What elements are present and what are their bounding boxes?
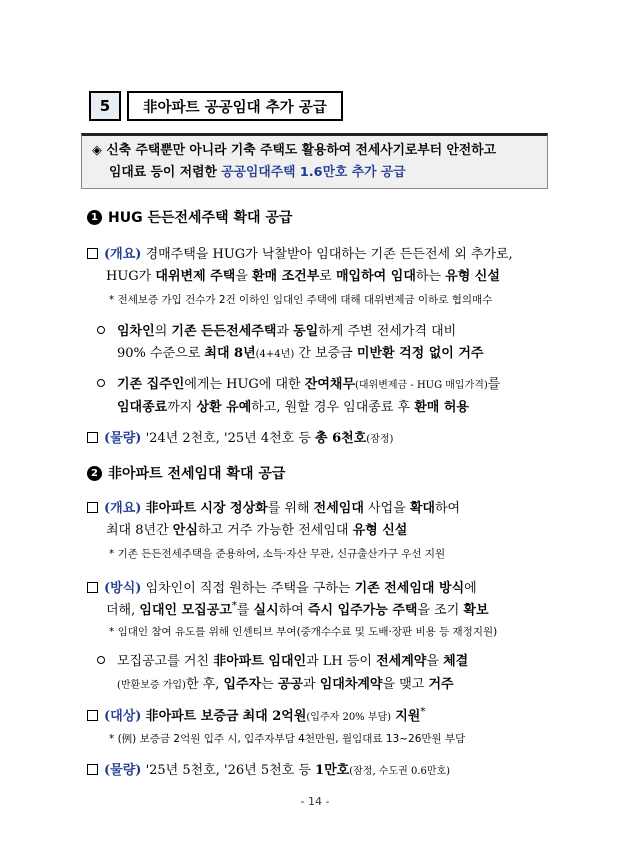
text: 하고 거주 가능한 전세임대 bbox=[197, 523, 349, 538]
text-bold: 매입하여 임대 bbox=[336, 269, 416, 284]
text-bold: 임대인 모집공고 bbox=[139, 603, 232, 618]
summary-line-2 bbox=[92, 162, 547, 184]
text-bold: 非아파트 임대인 bbox=[213, 654, 307, 669]
circle-bullet-icon bbox=[97, 326, 105, 334]
section-title: 非아파트 공공임대 추가 공급 bbox=[127, 91, 343, 121]
text-bold: 임대종료 bbox=[117, 400, 168, 415]
text: 에 bbox=[464, 581, 477, 596]
text-bold: 즉시 입주가능 주택 bbox=[307, 603, 418, 618]
text: 를 bbox=[487, 377, 501, 392]
part2-overview-line-1 bbox=[87, 497, 460, 516]
text-bold: 잔여채무 bbox=[304, 377, 355, 392]
summary-text-1: 신축 주택뿐만 아니라 기축 주택도 활용하여 전세사기로부터 안전하고 bbox=[106, 143, 496, 158]
text: 하여 bbox=[435, 501, 461, 516]
text-bold: 체결 bbox=[443, 654, 469, 669]
footnote-mark: * bbox=[231, 600, 237, 612]
text-bold: 임대차계약 bbox=[319, 677, 383, 692]
text-bold: 환매 조건부 bbox=[251, 269, 320, 284]
part1-sub2-line-1 bbox=[97, 373, 500, 392]
part2-title: 非아파트 전세임대 확대 공급 bbox=[108, 466, 286, 482]
part2-method-line-2 bbox=[106, 599, 489, 618]
text-bold: 非아파트 bbox=[145, 501, 197, 516]
page-number: - 14 - bbox=[300, 795, 330, 808]
checkbox-square-icon bbox=[87, 710, 98, 721]
overview-tag: (개요) bbox=[104, 247, 142, 262]
text-bold: 유형 신설 bbox=[352, 523, 408, 538]
overview-tag: (개요) bbox=[104, 501, 142, 516]
part2-target-line bbox=[87, 705, 425, 724]
text-bold: 전세임대 bbox=[313, 501, 364, 516]
text: 을 bbox=[426, 654, 439, 669]
text-bold: 임차인 bbox=[117, 324, 155, 339]
text-small: (반환보증 가입) bbox=[117, 680, 186, 691]
checkbox-square-icon bbox=[87, 432, 98, 443]
text: 을 조기 bbox=[417, 603, 460, 618]
text-bold: 확대 bbox=[409, 501, 435, 516]
text: 로 bbox=[319, 269, 332, 284]
text: 하는 bbox=[415, 269, 441, 284]
text-bold: 대위변제 주택 bbox=[155, 269, 236, 284]
part2-overview-note: * 기존 든든전세주택을 준용하여, 소득·자산 무관, 신규출산가구 우선 지원 bbox=[109, 548, 446, 560]
overview-text: 경매주택을 HUG가 낙찰받아 임대하는 기존 든든전세 외 추가로, bbox=[145, 247, 513, 262]
text-bold: 환매 허용 bbox=[414, 400, 469, 415]
part1-heading bbox=[87, 207, 292, 227]
summary-box bbox=[81, 133, 548, 189]
text-bold: 거주 bbox=[428, 677, 454, 692]
text-bold: 유형 신설 bbox=[445, 269, 500, 284]
text-bold: 실시 bbox=[253, 603, 279, 618]
text-small: (잠정, 수도권 0.6만호) bbox=[349, 766, 451, 777]
footnote-mark: * bbox=[420, 706, 426, 718]
text: 사업을 bbox=[368, 501, 406, 516]
text-small: (대위변제금 - HUG 매입가격) bbox=[355, 380, 488, 391]
part2-method-line-1 bbox=[87, 577, 477, 596]
part2-sub1-line-2 bbox=[117, 673, 454, 692]
text-bold: 공공 bbox=[277, 677, 303, 692]
text-bold: 상환 유예 bbox=[196, 400, 252, 415]
text-bold: 동일 bbox=[293, 324, 319, 339]
text: 과 bbox=[276, 324, 289, 339]
text-bold: 총 6천호 bbox=[315, 431, 367, 446]
text: 하고, 원할 경우 임대종료 후 bbox=[251, 400, 411, 415]
part2-heading bbox=[87, 463, 285, 483]
circle-bullet-icon bbox=[97, 656, 105, 664]
summary-text-2: 임대료 등이 저렴한 bbox=[109, 165, 217, 180]
volume-tag: (물량) bbox=[104, 763, 142, 778]
text: '25년 5천호, '26년 5천호 등 bbox=[145, 763, 311, 778]
text: 까지 bbox=[167, 400, 193, 415]
text: 간 보증금 bbox=[298, 346, 353, 361]
text: 하여 bbox=[278, 603, 304, 618]
part1-overview-note: * 전세보증 가입 건수가 2건 이하인 임대인 주택에 대해 대위변제금 이하로 협의매수 bbox=[109, 294, 493, 306]
text-bold: 안심 bbox=[172, 523, 198, 538]
checkbox-square-icon bbox=[87, 764, 98, 775]
part2-target-note: * (例) 보증금 2억원 입주 시, 입주자부담 4천만원, 월임대료 13~26만원 부담 bbox=[109, 733, 466, 745]
text-small: (잠정) bbox=[366, 434, 394, 445]
summary-highlight: 공공임대주택 1.6만호 추가 공급 bbox=[221, 165, 406, 180]
text: 는 bbox=[261, 677, 274, 692]
part2-method-note: * 임대인 참여 유도를 위해 인센티브 부여(중개수수료 및 도배·장판 비용 등 재정지원) bbox=[109, 626, 498, 638]
text: 과 LH 등이 bbox=[306, 654, 372, 669]
text: 과 bbox=[303, 677, 316, 692]
text: 모집공고를 거친 bbox=[117, 654, 210, 669]
text-small: (4+4년) bbox=[255, 349, 295, 360]
checkbox-square-icon bbox=[87, 248, 98, 259]
number-circle-icon: 1 bbox=[87, 210, 102, 225]
text: 를 bbox=[236, 603, 250, 618]
text: '24년 2천호, '25년 4천호 등 bbox=[145, 431, 311, 446]
part1-volume-line bbox=[87, 427, 393, 446]
text: HUG가 bbox=[106, 269, 152, 284]
text-bold: 기존 전세임대 방식 bbox=[354, 581, 465, 596]
text: 을 bbox=[235, 269, 248, 284]
part1-title: HUG 든든전세주택 확대 공급 bbox=[108, 210, 293, 226]
text: 에게는 HUG에 대한 bbox=[184, 377, 301, 392]
text-small: (입주자 20% 부담) bbox=[306, 712, 392, 723]
part1-sub1-line-2 bbox=[117, 342, 484, 361]
part2-sub1-line-1 bbox=[97, 650, 468, 669]
text: 더해, bbox=[106, 603, 136, 618]
circle-bullet-icon bbox=[97, 379, 105, 387]
part2-overview-line-2 bbox=[106, 519, 407, 538]
text: 90% 수준으로 bbox=[117, 346, 201, 361]
summary-line-1 bbox=[92, 140, 547, 162]
section-number-badge: 5 bbox=[89, 91, 121, 121]
text: 최대 8년간 bbox=[106, 523, 169, 538]
part1-overview-line-2 bbox=[106, 265, 500, 284]
text-bold: 최대 2억원 bbox=[242, 709, 307, 724]
text-bold: 지원 bbox=[395, 709, 421, 724]
text: 한 후, bbox=[185, 677, 220, 692]
text-bold: 전세계약 bbox=[376, 654, 427, 669]
part1-sub2-line-2 bbox=[117, 396, 469, 415]
checkbox-square-icon bbox=[87, 582, 98, 593]
text-bold: 시장 정상화 bbox=[200, 501, 268, 516]
diamond-bullet-icon: ◈ bbox=[92, 143, 102, 158]
text-bold: 1만호 bbox=[315, 763, 350, 778]
part1-sub1-line-1 bbox=[97, 320, 456, 339]
number-circle-icon: 2 bbox=[87, 466, 102, 481]
text-bold: 非아파트 보증금 bbox=[145, 709, 239, 724]
text-bold: 기존 든든전세주택 bbox=[171, 324, 277, 339]
method-tag: (방식) bbox=[104, 581, 142, 596]
part2-volume-line bbox=[87, 759, 450, 778]
text-bold: 확보 bbox=[463, 603, 489, 618]
text: 의 bbox=[154, 324, 168, 339]
text: 를 위해 bbox=[267, 501, 310, 516]
volume-tag: (물량) bbox=[104, 431, 142, 446]
text: 을 맺고 bbox=[382, 677, 425, 692]
text-bold: 입주자 bbox=[223, 677, 262, 692]
text-bold: 최대 8년 bbox=[204, 346, 256, 361]
checkbox-square-icon bbox=[87, 502, 98, 513]
text-bold: 기존 집주인 bbox=[117, 377, 185, 392]
target-tag: (대상) bbox=[104, 709, 142, 724]
text-bold: 미반환 걱정 없이 거주 bbox=[356, 346, 484, 361]
text: 임차인이 직접 원하는 주택을 구하는 bbox=[145, 581, 351, 596]
part1-overview-line-1 bbox=[87, 243, 513, 262]
text: 하게 주변 전세가격 대비 bbox=[318, 324, 457, 339]
